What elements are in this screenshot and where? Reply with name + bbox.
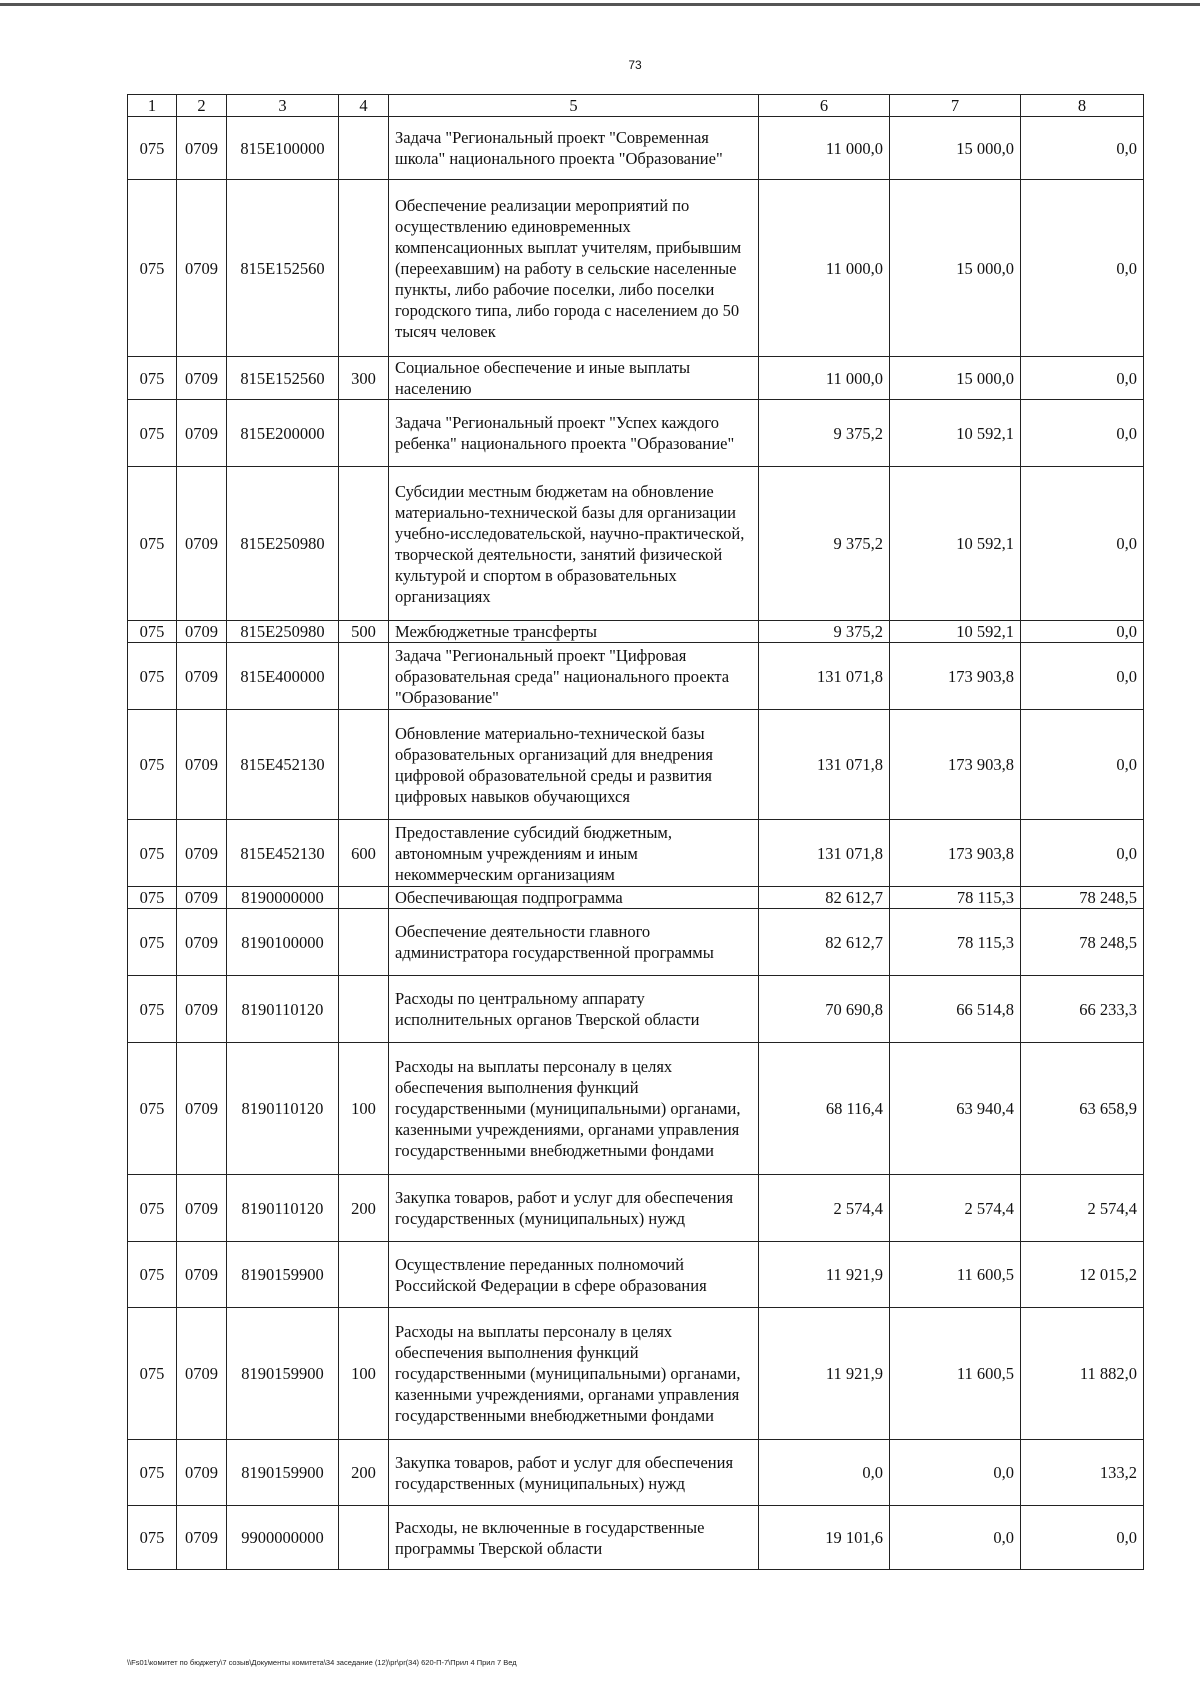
description-cell: Социальное обеспечение и иные выплаты населению	[389, 357, 759, 400]
col-header-8: 8	[1021, 95, 1144, 117]
expense-type-cell	[339, 180, 389, 357]
target-article-cell: 815E200000	[227, 400, 339, 467]
expense-type-cell: 200	[339, 1175, 389, 1242]
ministry-code-cell: 075	[128, 976, 177, 1043]
amount-col8-cell: 0,0	[1021, 117, 1144, 180]
target-article-cell: 8190000000	[227, 887, 339, 909]
section-code-cell: 0709	[177, 1175, 227, 1242]
top-border-line	[0, 3, 1200, 6]
expense-type-cell: 500	[339, 621, 389, 643]
ministry-code-cell: 075	[128, 643, 177, 710]
table-row	[128, 1308, 1144, 1440]
section-code-cell: 0709	[177, 357, 227, 400]
target-article-cell: 815E100000	[227, 117, 339, 180]
target-article-cell: 815E452130	[227, 710, 339, 820]
amount-col7-cell: 15 000,0	[890, 180, 1021, 357]
expense-type-cell	[339, 643, 389, 710]
ministry-code-cell: 075	[128, 621, 177, 643]
ministry-code-cell: 075	[128, 710, 177, 820]
section-code-cell: 0709	[177, 1440, 227, 1506]
description-cell: Обновление материально-технической базы образовательных организаций для внедрения цифровой образовательной среды и развития цифровых навыков обучающихся	[389, 710, 759, 820]
amount-col7-cell: 66 514,8	[890, 976, 1021, 1043]
amount-col8-cell: 11 882,0	[1021, 1308, 1144, 1440]
amount-col7-cell: 63 940,4	[890, 1043, 1021, 1175]
amount-col7-cell: 11 600,5	[890, 1242, 1021, 1308]
amount-col7-cell: 78 115,3	[890, 887, 1021, 909]
amount-col6-cell: 11 000,0	[759, 117, 890, 180]
section-code-cell: 0709	[177, 1308, 227, 1440]
expense-type-cell	[339, 467, 389, 621]
budget-table	[127, 94, 1144, 1570]
description-cell: Задача "Региональный проект "Современная школа" национального проекта "Образование"	[389, 117, 759, 180]
expense-type-cell	[339, 909, 389, 976]
amount-col6-cell: 82 612,7	[759, 887, 890, 909]
description-cell: Расходы, не включенные в государственные программы Тверской области	[389, 1506, 759, 1570]
amount-col6-cell: 11 000,0	[759, 180, 890, 357]
table-row	[128, 643, 1144, 710]
amount-col6-cell: 9 375,2	[759, 400, 890, 467]
amount-col7-cell: 173 903,8	[890, 643, 1021, 710]
expense-type-cell: 100	[339, 1043, 389, 1175]
amount-col6-cell: 9 375,2	[759, 621, 890, 643]
section-code-cell: 0709	[177, 909, 227, 976]
col-header-5: 5	[389, 95, 759, 117]
amount-col8-cell: 0,0	[1021, 710, 1144, 820]
target-article-cell: 8190110120	[227, 1043, 339, 1175]
target-article-cell: 8190159900	[227, 1308, 339, 1440]
target-article-cell: 815E152560	[227, 357, 339, 400]
amount-col6-cell: 82 612,7	[759, 909, 890, 976]
amount-col8-cell: 12 015,2	[1021, 1242, 1144, 1308]
target-article-cell: 8190159900	[227, 1242, 339, 1308]
col-header-1: 1	[128, 95, 177, 117]
table-row	[128, 400, 1144, 467]
section-code-cell: 0709	[177, 621, 227, 643]
col-header-3: 3	[227, 95, 339, 117]
amount-col6-cell: 11 921,9	[759, 1308, 890, 1440]
target-article-cell: 8190159900	[227, 1440, 339, 1506]
table-row	[128, 909, 1144, 976]
amount-col7-cell: 173 903,8	[890, 710, 1021, 820]
table-row	[128, 357, 1144, 400]
ministry-code-cell: 075	[128, 1175, 177, 1242]
amount-col7-cell: 10 592,1	[890, 467, 1021, 621]
expense-type-cell: 600	[339, 820, 389, 887]
page-number: 73	[628, 58, 642, 72]
section-code-cell: 0709	[177, 1242, 227, 1308]
amount-col7-cell: 78 115,3	[890, 909, 1021, 976]
amount-col7-cell: 15 000,0	[890, 117, 1021, 180]
section-code-cell: 0709	[177, 400, 227, 467]
amount-col8-cell: 2 574,4	[1021, 1175, 1144, 1242]
amount-col7-cell: 10 592,1	[890, 400, 1021, 467]
amount-col8-cell: 78 248,5	[1021, 909, 1144, 976]
section-code-cell: 0709	[177, 820, 227, 887]
target-article-cell: 8190110120	[227, 1175, 339, 1242]
amount-col6-cell: 11 921,9	[759, 1242, 890, 1308]
amount-col7-cell: 173 903,8	[890, 820, 1021, 887]
description-cell: Расходы по центральному аппарату исполнительных органов Тверской области	[389, 976, 759, 1043]
amount-col7-cell: 10 592,1	[890, 621, 1021, 643]
amount-col8-cell: 0,0	[1021, 357, 1144, 400]
table-row	[128, 976, 1144, 1043]
amount-col6-cell: 131 071,8	[759, 643, 890, 710]
description-cell: Обеспечивающая подпрограмма	[389, 887, 759, 909]
description-cell: Обеспечение реализации мероприятий по осуществлению единовременных компенсационных выплат учителям, прибывшим (переехавшим) на работу в сельские населенные пункты, либо рабочие поселки, либо поселки городского типа, либо города с населением до 50 тысяч человек	[389, 180, 759, 357]
amount-col6-cell: 2 574,4	[759, 1175, 890, 1242]
target-article-cell: 815E250980	[227, 621, 339, 643]
description-cell: Задача "Региональный проект "Успех каждого ребенка" национального проекта "Образование"	[389, 400, 759, 467]
amount-col6-cell: 11 000,0	[759, 357, 890, 400]
expense-type-cell	[339, 710, 389, 820]
amount-col8-cell: 63 658,9	[1021, 1043, 1144, 1175]
expense-type-cell	[339, 1242, 389, 1308]
section-code-cell: 0709	[177, 976, 227, 1043]
target-article-cell: 815E452130	[227, 820, 339, 887]
target-article-cell: 815E400000	[227, 643, 339, 710]
table-row	[128, 180, 1144, 357]
ministry-code-cell: 075	[128, 1043, 177, 1175]
amount-col8-cell: 0,0	[1021, 643, 1144, 710]
amount-col8-cell: 0,0	[1021, 400, 1144, 467]
table-row	[128, 1043, 1144, 1175]
amount-col8-cell: 66 233,3	[1021, 976, 1144, 1043]
amount-col8-cell: 78 248,5	[1021, 887, 1144, 909]
amount-col8-cell: 133,2	[1021, 1440, 1144, 1506]
amount-col8-cell: 0,0	[1021, 180, 1144, 357]
target-article-cell: 9900000000	[227, 1506, 339, 1570]
table-row	[128, 1242, 1144, 1308]
ministry-code-cell: 075	[128, 1506, 177, 1570]
table-row	[128, 1440, 1144, 1506]
table-row	[128, 1506, 1144, 1570]
table-row	[128, 621, 1144, 643]
ministry-code-cell: 075	[128, 820, 177, 887]
ministry-code-cell: 075	[128, 1242, 177, 1308]
ministry-code-cell: 075	[128, 1440, 177, 1506]
description-cell: Расходы на выплаты персоналу в целях обеспечения выполнения функций государственными (муниципальными) органами, казенными учреждениями, органами управления государственными внебюджетными фондами	[389, 1308, 759, 1440]
col-header-2: 2	[177, 95, 227, 117]
section-code-cell: 0709	[177, 117, 227, 180]
amount-col6-cell: 19 101,6	[759, 1506, 890, 1570]
expense-type-cell	[339, 1506, 389, 1570]
col-header-7: 7	[890, 95, 1021, 117]
section-code-cell: 0709	[177, 887, 227, 909]
description-cell: Осуществление переданных полномочий Российской Федерации в сфере образования	[389, 1242, 759, 1308]
description-cell: Субсидии местным бюджетам на обновление материально-технической базы для организации учебно-исследовательской, научно-практической, творческой деятельности, занятий физической культурой и спортом в образовательных организациях	[389, 467, 759, 621]
section-code-cell: 0709	[177, 710, 227, 820]
description-cell: Задача "Региональный проект "Цифровая образовательная среда" национального проекта "Образование"	[389, 643, 759, 710]
ministry-code-cell: 075	[128, 117, 177, 180]
expense-type-cell: 100	[339, 1308, 389, 1440]
amount-col7-cell: 0,0	[890, 1440, 1021, 1506]
amount-col7-cell: 0,0	[890, 1506, 1021, 1570]
description-cell: Обеспечение деятельности главного администратора государственной программы	[389, 909, 759, 976]
header-row	[128, 95, 1144, 117]
file-path-footer: \\Fs01\комитет по бюджету\7 созыв\Документы комитета\34 заседание (12)\pr\pr(34) 620-П-7\Прил 4 Прил 7 Вед	[127, 1658, 517, 1667]
target-article-cell: 815E250980	[227, 467, 339, 621]
ministry-code-cell: 075	[128, 180, 177, 357]
amount-col6-cell: 0,0	[759, 1440, 890, 1506]
table-row	[128, 467, 1144, 621]
amount-col7-cell: 11 600,5	[890, 1308, 1021, 1440]
ministry-code-cell: 075	[128, 400, 177, 467]
table-row	[128, 710, 1144, 820]
expense-type-cell	[339, 887, 389, 909]
section-code-cell: 0709	[177, 1043, 227, 1175]
table-row	[128, 1175, 1144, 1242]
amount-col6-cell: 68 116,4	[759, 1043, 890, 1175]
expense-type-cell	[339, 400, 389, 467]
amount-col8-cell: 0,0	[1021, 467, 1144, 621]
section-code-cell: 0709	[177, 1506, 227, 1570]
table-row	[128, 117, 1144, 180]
section-code-cell: 0709	[177, 467, 227, 621]
section-code-cell: 0709	[177, 643, 227, 710]
expense-type-cell	[339, 976, 389, 1043]
col-header-4: 4	[339, 95, 389, 117]
description-cell: Предоставление субсидий бюджетным, автономным учреждениям и иным некоммерческим организациям	[389, 820, 759, 887]
expense-type-cell	[339, 117, 389, 180]
col-header-6: 6	[759, 95, 890, 117]
amount-col8-cell: 0,0	[1021, 1506, 1144, 1570]
description-cell: Закупка товаров, работ и услуг для обеспечения государственных (муниципальных) нужд	[389, 1440, 759, 1506]
target-article-cell: 8190110120	[227, 976, 339, 1043]
amount-col6-cell: 9 375,2	[759, 467, 890, 621]
amount-col8-cell: 0,0	[1021, 820, 1144, 887]
ministry-code-cell: 075	[128, 909, 177, 976]
target-article-cell: 815E152560	[227, 180, 339, 357]
ministry-code-cell: 075	[128, 887, 177, 909]
ministry-code-cell: 075	[128, 357, 177, 400]
amount-col8-cell: 0,0	[1021, 621, 1144, 643]
amount-col7-cell: 15 000,0	[890, 357, 1021, 400]
ministry-code-cell: 075	[128, 1308, 177, 1440]
amount-col6-cell: 131 071,8	[759, 710, 890, 820]
target-article-cell: 8190100000	[227, 909, 339, 976]
amount-col6-cell: 131 071,8	[759, 820, 890, 887]
expense-type-cell: 300	[339, 357, 389, 400]
description-cell: Закупка товаров, работ и услуг для обеспечения государственных (муниципальных) нужд	[389, 1175, 759, 1242]
table-row	[128, 820, 1144, 887]
table-row	[128, 887, 1144, 909]
section-code-cell: 0709	[177, 180, 227, 357]
amount-col6-cell: 70 690,8	[759, 976, 890, 1043]
description-cell: Расходы на выплаты персоналу в целях обеспечения выполнения функций государственными (муниципальными) органами, казенными учреждениями, органами управления государственными внебюджетными фондами	[389, 1043, 759, 1175]
expense-type-cell: 200	[339, 1440, 389, 1506]
ministry-code-cell: 075	[128, 467, 177, 621]
amount-col7-cell: 2 574,4	[890, 1175, 1021, 1242]
description-cell: Межбюджетные трансферты	[389, 621, 759, 643]
